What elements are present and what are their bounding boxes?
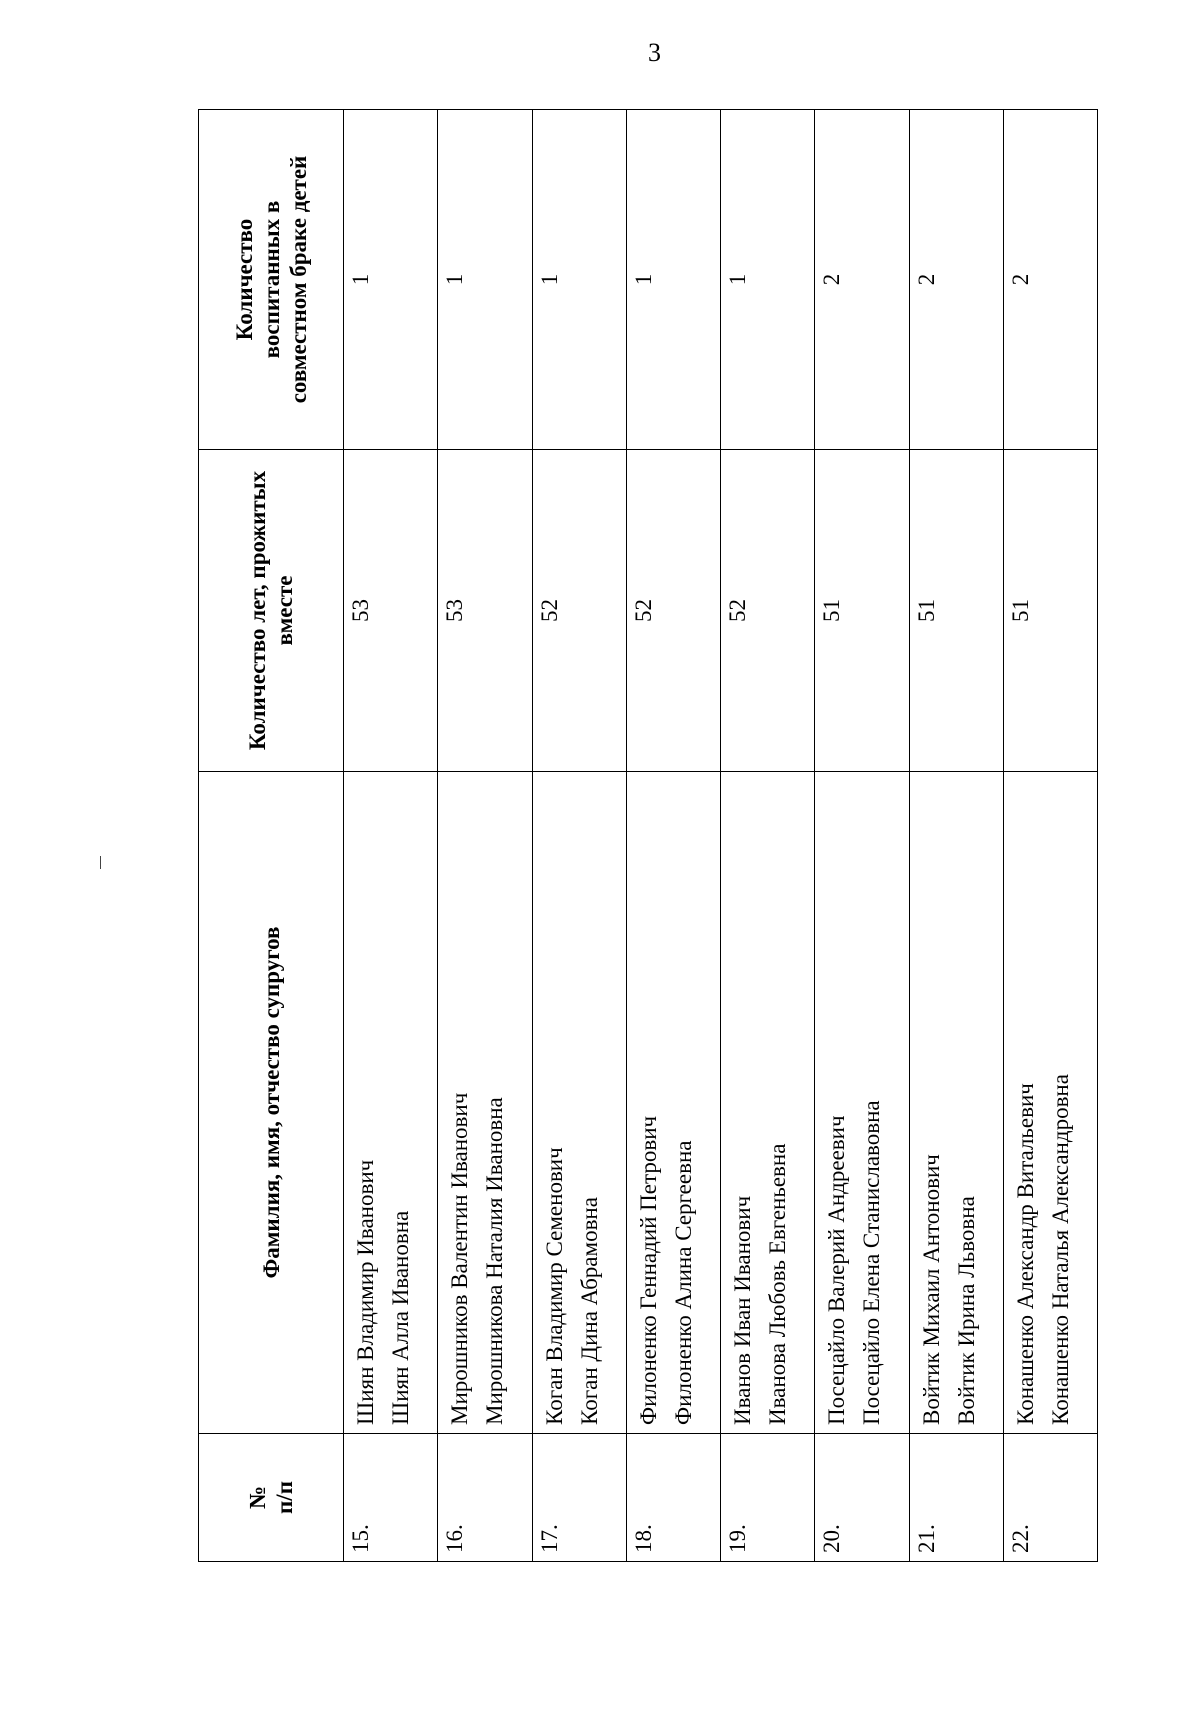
header-number: № п/п [199,1434,344,1562]
row-number: 16. [438,1434,532,1562]
children-count: 2 [909,110,1003,450]
spouse-names [909,772,1003,1434]
husband-name: Коган Владимир Семенович [541,1147,567,1425]
husband-name: Конашенко Александр Витальевич [1012,1083,1038,1425]
wife-name: Войтик Ирина Львовна [953,1196,979,1425]
wife-name: Конашенко Наталья Александровна [1047,1074,1073,1425]
row-number: 21. [909,1434,1003,1562]
header-years: Количество лет, прожитых вместе [199,450,344,772]
husband-name: Филоненко Геннадий Петрович [635,1115,661,1425]
husband-name: Мирошников Валентин Иванович [447,1092,473,1425]
row-number: 17. [532,1434,626,1562]
husband-name: Посецайло Валерий Андреевич [824,1115,850,1425]
children-count: 1 [721,110,815,450]
row-number: 20. [815,1434,909,1562]
years-together: 52 [721,450,815,772]
wife-name: Филоненко Алина Сергеевна [670,1140,696,1425]
years-together: 52 [626,450,720,772]
row-number: 15. [344,1434,438,1562]
children-count: 1 [344,110,438,450]
children-count: 1 [532,110,626,450]
spouse-names [815,772,909,1434]
spouse-names [1003,772,1097,1434]
table-row [438,110,532,1562]
children-count: 1 [626,110,720,450]
years-together: 53 [344,450,438,772]
husband-name: Шиян Владимир Иванович [353,1159,378,1425]
row-number: 19. [721,1434,815,1562]
years-together: 52 [532,450,626,772]
table-row [909,110,1003,1562]
wife-name: Иванова Любовь Евгеньевна [765,1143,790,1425]
spouse-names [344,772,438,1434]
couples-table [198,109,1098,1562]
wife-name: Посецайло Елена Станиславовна [859,1100,885,1425]
children-count: 2 [815,110,909,450]
table-row [344,110,438,1562]
wife-name: Мирошникова Наталия Ивановна [482,1097,508,1425]
spouse-names [626,772,720,1434]
years-together: 51 [815,450,909,772]
table-row [721,110,815,1562]
wife-name: Шиян Алла Ивановна [388,1210,413,1425]
page-number: 3 [648,38,661,67]
rotated-table-container [198,110,1098,1562]
husband-name: Иванов Иван Иванович [730,1195,755,1425]
table-row [626,110,720,1562]
children-count: 2 [1003,110,1097,450]
spouse-names [721,772,815,1434]
children-count: 1 [438,110,532,450]
spouse-names [438,772,532,1434]
table-header-row [199,110,344,1562]
years-together: 51 [1003,450,1097,772]
header-names: Фамилия, имя, отчество супругов [199,772,344,1434]
table-row [532,110,626,1562]
years-together: 51 [909,450,1003,772]
years-together: 53 [438,450,532,772]
spouse-names [532,772,626,1434]
husband-name: Войтик Михаил Антонович [918,1154,944,1425]
row-number: 18. [626,1434,720,1562]
table-row [815,110,909,1562]
row-number: 22. [1003,1434,1097,1562]
table-row [1003,110,1097,1562]
wife-name: Коган Дина Абрамовна [576,1197,602,1425]
margin-mark [100,856,101,869]
header-children: Количество воспитанных в совместном браке детей [199,110,344,450]
